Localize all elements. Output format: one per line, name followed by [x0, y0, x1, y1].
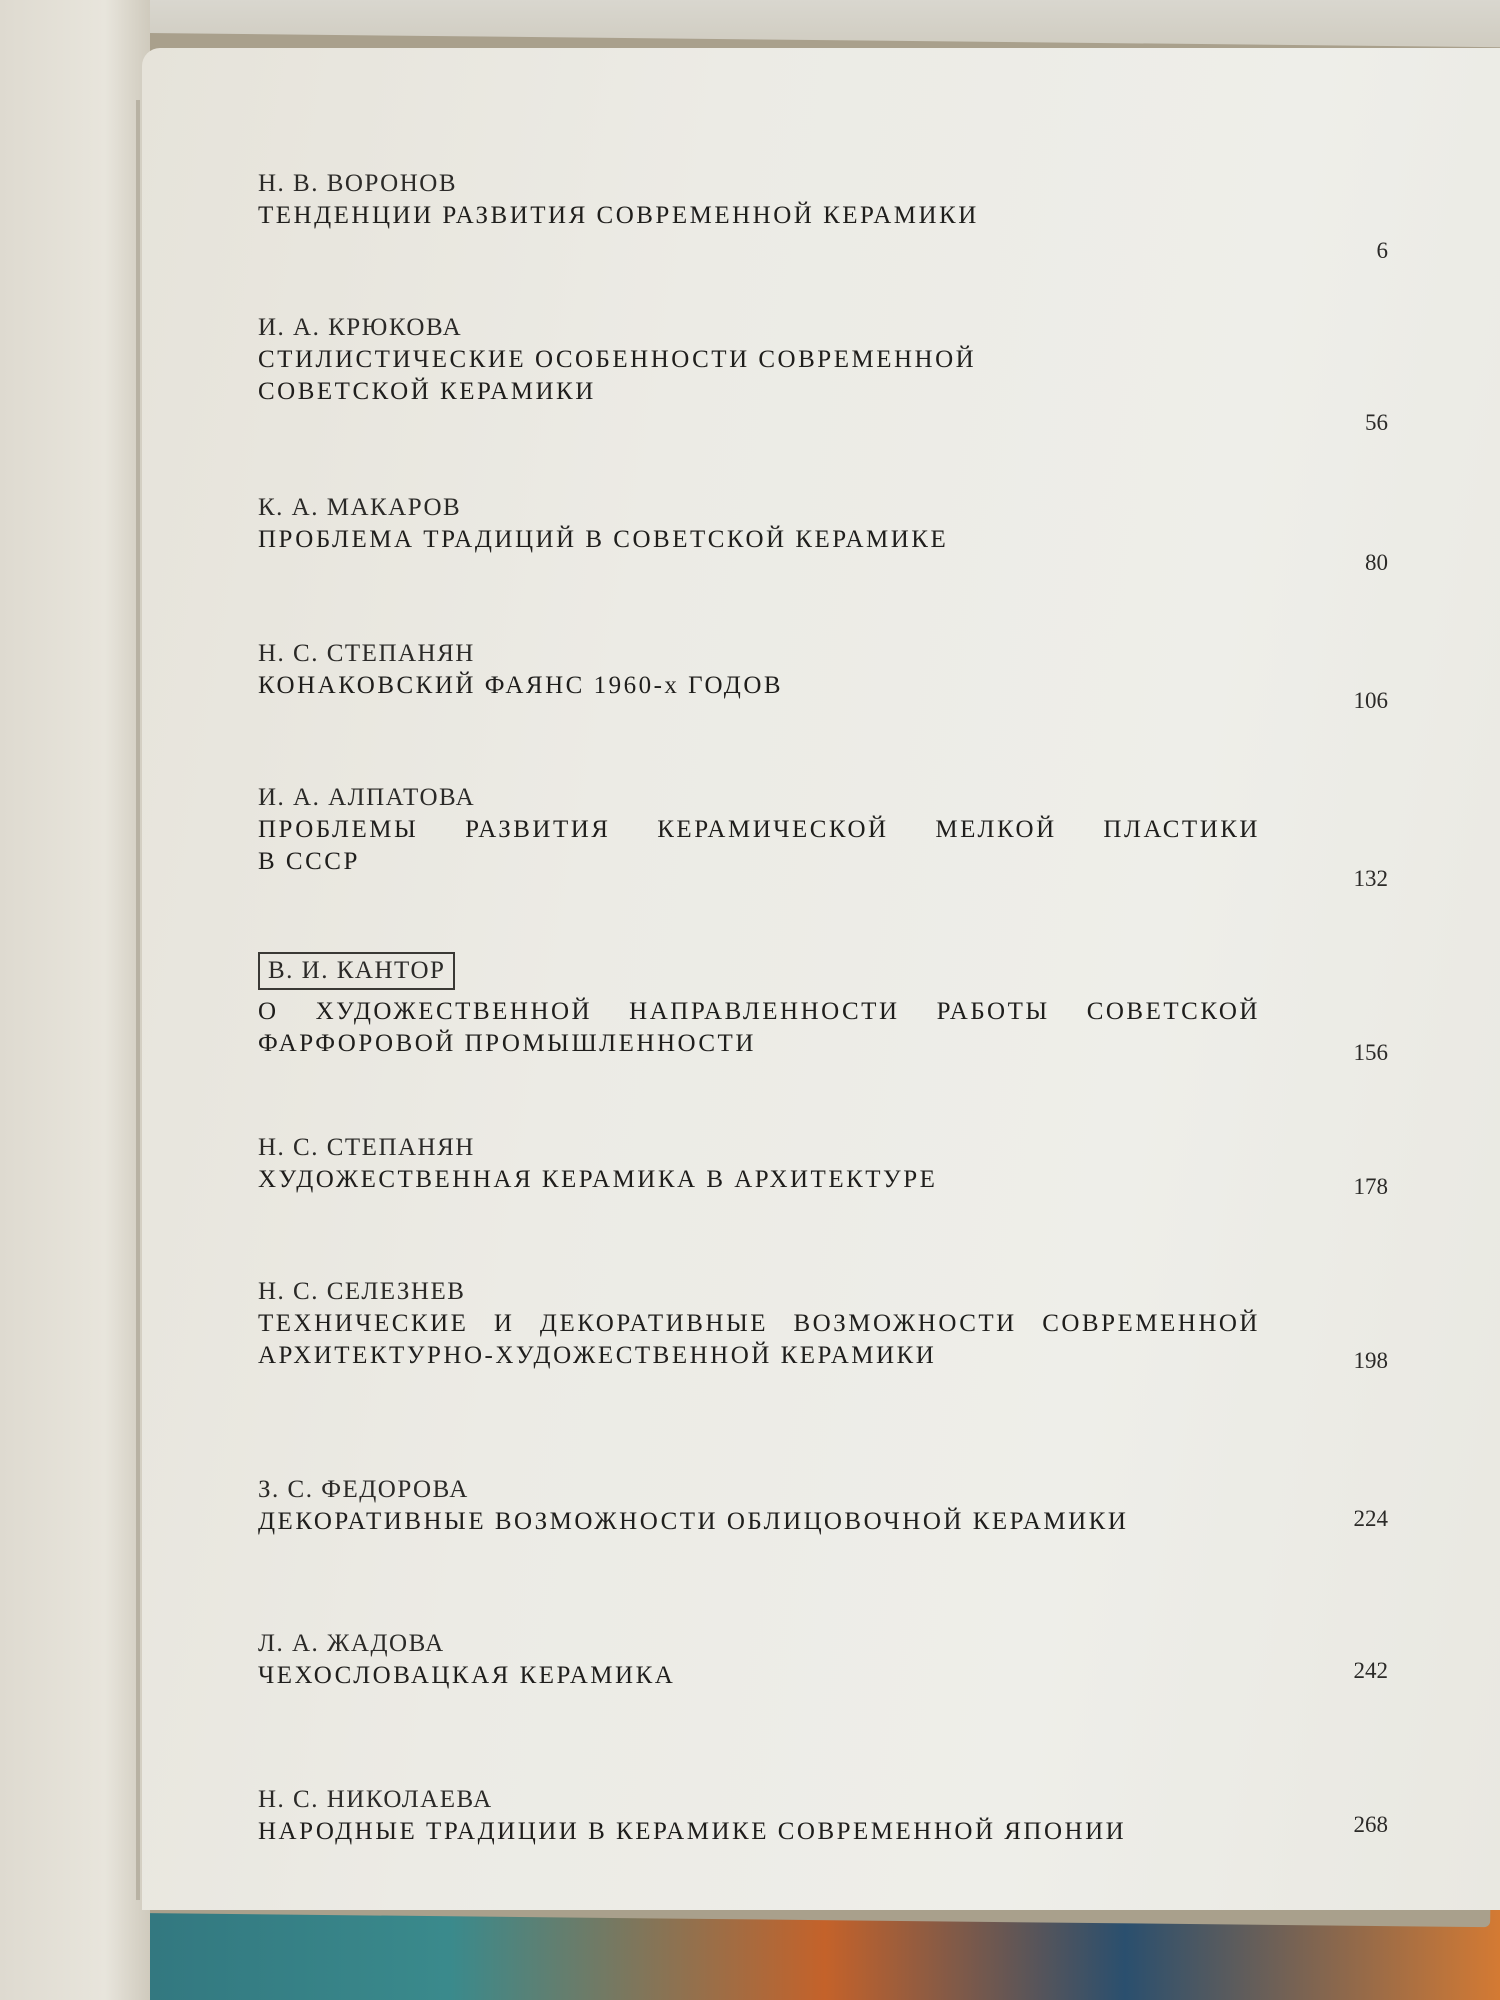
toc-entry [258, 492, 1388, 575]
toc-entry [258, 952, 1388, 1065]
toc-title: ЧЕХОСЛОВАЦКАЯ КЕРАМИКА [258, 1662, 676, 1689]
toc-page-number: 56 [1365, 410, 1388, 435]
toc-page-number: 6 [1376, 238, 1388, 263]
toc-author: З. С. ФЕДОРОВА [258, 1476, 469, 1503]
toc-page-number: 198 [1353, 1348, 1388, 1373]
toc-page-number: 242 [1353, 1658, 1388, 1683]
toc-page-number: 224 [1353, 1506, 1388, 1531]
toc-author: И. А. КРЮКОВА [258, 314, 463, 341]
toc-page-number: 268 [1353, 1812, 1388, 1837]
toc-page-number: 80 [1365, 550, 1388, 575]
toc-entry [258, 1628, 1388, 1692]
toc-title: СОВЕТСКОЙ КЕРАМИКИ [258, 378, 596, 405]
toc-entry [258, 782, 1388, 891]
toc-entry [258, 168, 1388, 263]
toc-title: ФАРФОРОВОЙ ПРОМЫШЛЕННОСТИ [258, 1030, 756, 1057]
toc-page-number: 132 [1353, 866, 1388, 891]
book-spine [136, 100, 140, 1900]
toc-author: Н. С. НИКОЛАЕВА [258, 1786, 493, 1813]
toc-title: НАРОДНЫЕ ТРАДИЦИИ В КЕРАМИКЕ СОВРЕМЕННОЙ ЯПОНИИ [258, 1818, 1127, 1845]
toc-title: ХУДОЖЕСТВЕННАЯ КЕРАМИКА В АРХИТЕКТУРЕ [258, 1166, 938, 1193]
toc-title: В СССР [258, 848, 360, 875]
left-page [0, 0, 150, 2000]
toc-author: Н. В. ВОРОНОВ [258, 170, 458, 197]
toc-entry [258, 1474, 1388, 1538]
toc-entry [258, 312, 1388, 435]
toc-page-number: 106 [1353, 688, 1388, 713]
toc-entry [258, 1132, 1388, 1199]
toc-title: СТИЛИСТИЧЕСКИЕ ОСОБЕННОСТИ СОВРЕМЕННОЙ [258, 346, 977, 373]
toc-page-number: 156 [1353, 1040, 1388, 1065]
toc-author: К. А. МАКАРОВ [258, 494, 462, 521]
toc-title: ПРОБЛЕМА ТРАДИЦИЙ В СОВЕТСКОЙ КЕРАМИКЕ [258, 526, 949, 553]
toc-entry [258, 1784, 1388, 1848]
toc-title: ТЕНДЕНЦИИ РАЗВИТИЯ СОВРЕМЕННОЙ КЕРАМИКИ [258, 202, 979, 229]
toc-author: Н. С. СТЕПАНЯН [258, 1134, 475, 1161]
toc-title: ТЕХНИЧЕСКИЕ И ДЕКОРАТИВНЫЕ ВОЗМОЖНОСТИ СОВРЕМЕННОЙ [258, 1310, 1260, 1337]
toc-title: О ХУДОЖЕСТВЕННОЙ НАПРАВЛЕННОСТИ РАБОТЫ СОВЕТСКОЙ [258, 998, 1260, 1025]
table-of-contents [258, 0, 1388, 1900]
toc-entry [258, 1276, 1388, 1372]
toc-title: КОНАКОВСКИЙ ФАЯНС 1960-х ГОДОВ [258, 672, 784, 699]
toc-author: И. А. АЛПАТОВА [258, 784, 476, 811]
toc-title: ДЕКОРАТИВНЫЕ ВОЗМОЖНОСТИ ОБЛИЦОВОЧНОЙ КЕРАМИКИ [258, 1508, 1129, 1535]
toc-title: АРХИТЕКТУРНО-ХУДОЖЕСТВЕННОЙ КЕРАМИКИ [258, 1342, 937, 1369]
toc-author: В. И. КАНТОР [258, 952, 455, 990]
toc-entry [258, 638, 1388, 713]
toc-author: Н. С. СЕЛЕЗНЕВ [258, 1278, 466, 1305]
toc-author: Л. А. ЖАДОВА [258, 1630, 445, 1657]
toc-title: ПРОБЛЕМЫ РАЗВИТИЯ КЕРАМИЧЕСКОЙ МЕЛКОЙ ПЛАСТИКИ [258, 816, 1260, 843]
toc-page-number: 178 [1353, 1174, 1388, 1199]
toc-author: Н. С. СТЕПАНЯН [258, 640, 475, 667]
